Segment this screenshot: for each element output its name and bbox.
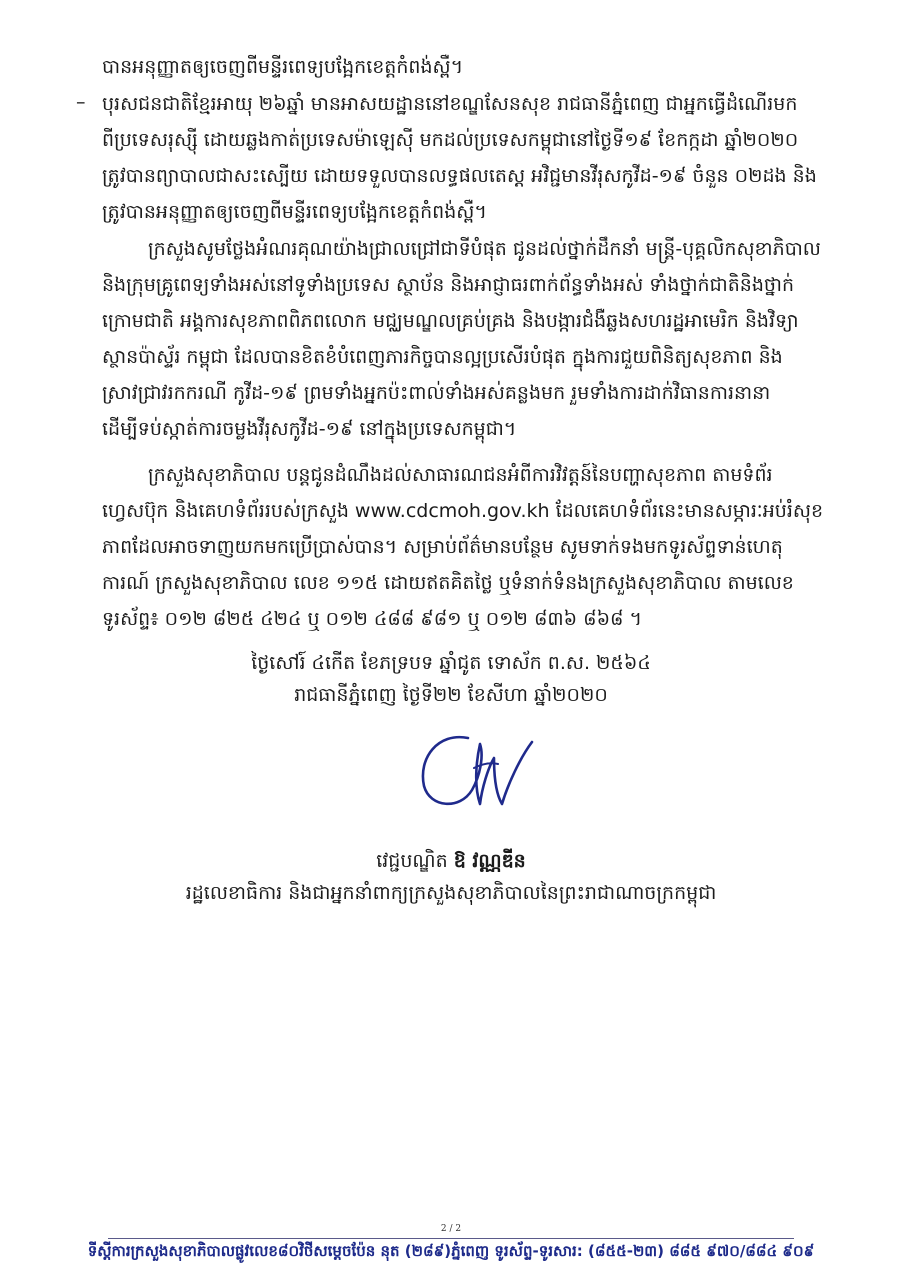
place-date: រាជធានីភ្នំពេញ ថ្ងៃទី២២ ខែសីហា ឆ្នាំ២០២០ — [294, 684, 608, 706]
paragraph-line: ការណ៍ ក្រសួងសុខាភិបាល លេខ ១១៥ ដោយឥតគិតថ្លៃ ឬទំនាក់ទំនងក្រសួងសុខាភិបាល តាមលេខ — [102, 572, 794, 594]
bullet-line: ត្រូវបានអនុញ្ញាតឲ្យចេញពីមន្ទីរពេទ្យបង្អែកខេត្តកំពង់ស្ពឺ។ — [102, 201, 487, 223]
paragraph-line: ក្រោមជាតិ អង្គការសុខភាពពិភពលោក មជ្ឈមណ្ឌលគ្រប់គ្រង និងបង្ការជំងឺឆ្លងសហរដ្ឋអាមេរិក និងវិទ្យា — [102, 310, 799, 332]
signatory-name: ឱ វណ្ណឌីន — [453, 850, 526, 872]
paragraph-line: ទូរស័ព្ទ៖ ០១២ ៨២៥ ៤២៤ ឬ ០១២ ៤៨៨ ៩៨១ ឬ ០១២ ៨៣៦ ៨៦៨ ។ — [102, 608, 643, 630]
paragraph-line: ស្រាវជ្រាវរកករណី កូវីដ-១៩ ព្រមទាំងអ្នកប៉ះពាល់ទាំងអស់គន្លងមក រួមទាំងការដាក់វិធានការនានា — [102, 382, 771, 404]
paragraph-line: ភាពដែលអាចទាញយកមកប្រើប្រាស់បាន។ សម្រាប់ព័ត៌មានបន្ថែម សូមទាក់ទងមកទូរស័ព្ទទាន់ហេតុ — [102, 536, 783, 558]
paragraph-line: ស្ថានប៉ាស្ទ័រ កម្ពុជា ដែលបានខិតខំបំពេញភារកិច្ចបានល្អប្រសើរបំផុត ក្នុងការជួយពិនិត្យសុខភាព និង — [102, 346, 783, 368]
page-number: 2 / 2 — [440, 1224, 462, 1234]
paragraph-line: ក្រសួងសុខាភិបាល បន្តជូនដំណឹងដល់សាធារណជនអំពីការវិវត្តន៍នៃបញ្ហាសុខភាព តាមទំព័រ — [148, 464, 773, 486]
bullet-line: ពីប្រទេសរុស្ស៊ី ដោយឆ្លងកាត់ប្រទេសម៉ាឡេស៊ី មកដល់ប្រទេសកម្ពុជានៅថ្ងៃទី១៩ ខែកក្កដា ឆ្នាំ២០២០ — [102, 129, 799, 151]
handwritten-signature — [410, 728, 545, 818]
paragraph-line: ហ្វេសប៊ុក និងគេហទំព័ររបស់ក្រសួង www.cdcmoh.gov.kh ដែលគេហទំព័រនេះមានសម្ភារៈអប់រំសុខ — [102, 500, 823, 522]
bullet-line: បុរសជនជាតិខ្មែរអាយុ ២៦ឆ្នាំ មានអាសយដ្ឋាននៅខណ្ឌសែនសុខ រាជធានីភ្នំពេញ ជាអ្នកធ្វើដំណើរមក — [102, 93, 798, 115]
lunar-date: ថ្ងៃសៅរ៍ ៤កើត ខែភទ្របទ ឆ្នាំជូត ទោស័ក ព.ស. ២៥៦៤ — [251, 652, 651, 674]
paragraph-line: ដើម្បីទប់ស្កាត់ការចម្លងវីរុសកូវីដ-១៩ នៅក្នុងប្រទេសកម្ពុជា។ — [102, 418, 517, 440]
signatory-name-line — [0, 848, 902, 874]
footer-address: ទីស្តីការក្រសួងសុខាភិបាលផ្លូវលេខ៨០វិថីសម្តេចប៉ែន នុត (២៨៩)ភ្នំពេញ ទូរស័ព្ទ-ទូរសារ: (៨៥៥-២៣) ៨៨៥ ៩៧០/៨៨៤ ៩០៩ — [87, 1242, 815, 1260]
paragraph-line: និងក្រុមគ្រូពេទ្យទាំងអស់នៅទូទាំងប្រទេស ស្ថាប័ន និងអាជ្ញាធរពាក់ព័ន្ធទាំងអស់ ទាំងថ្នាក់ជាតិនិងថ្នាក់ — [102, 274, 795, 296]
bullet-line: ត្រូវបានព្យាបាលជាសះស្បើយ ដោយទទួលបានលទ្ធផលតេស្ត អវិជ្ជមានវីរុសកូវីដ-១៩ ចំនួន ០២ដង និង — [102, 165, 817, 187]
bullet-marker: – — [76, 91, 86, 113]
signatory-title: រដ្ឋលេខាធិការ និងជាអ្នកនាំពាក្យក្រសួងសុខាភិបាលនៃព្រះរាជាណាចក្រកម្ពុជា — [185, 882, 717, 904]
footer-divider — [108, 1238, 794, 1239]
paragraph-line: ក្រសួងសូមថ្លែងអំណរគុណយ៉ាងជ្រាលជ្រៅជាទីបំផុត ជូនដល់ថ្នាក់ដឹកនាំ មន្ត្រី-បុគ្គលិកសុខាភិបាល — [148, 238, 821, 260]
signatory-prefix: វេជ្ជបណ្ឌិត — [376, 850, 448, 872]
paragraph-line: បានអនុញ្ញាតឲ្យចេញពីមន្ទីរពេទ្យបង្អែកខេត្តកំពង់ស្ពឺ។ — [102, 56, 464, 78]
